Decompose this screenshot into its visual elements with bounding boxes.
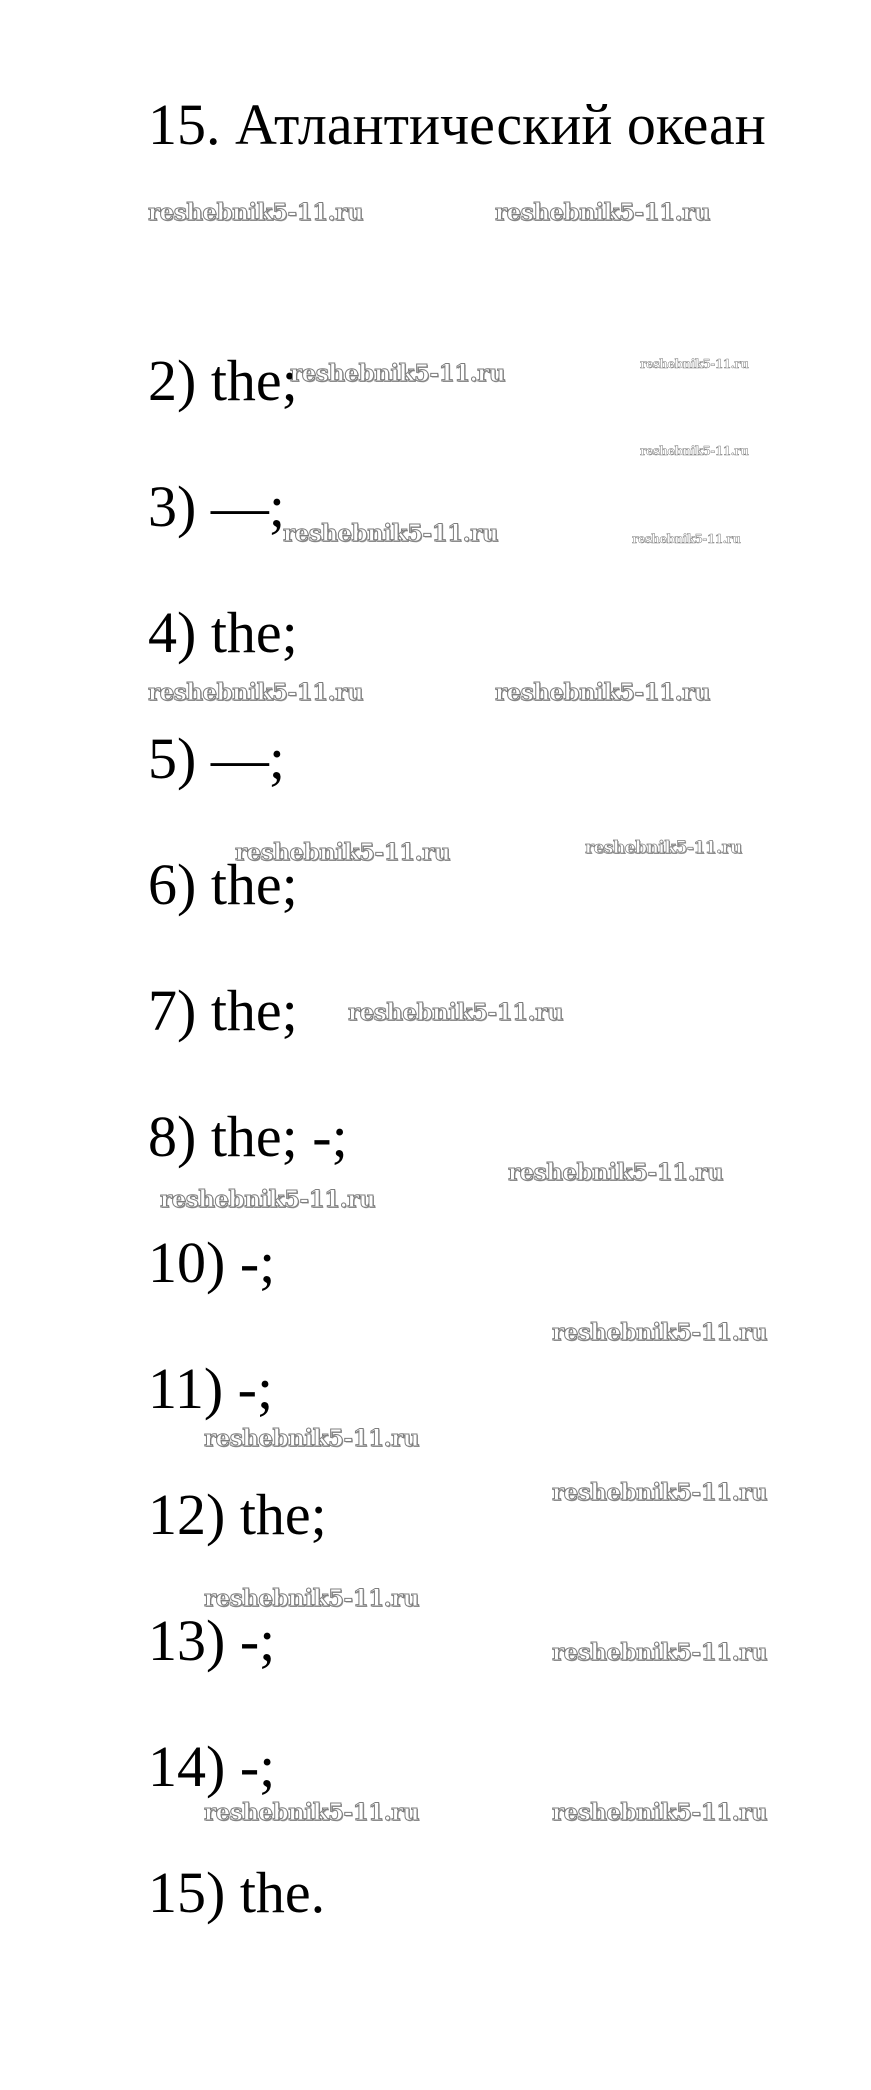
watermark: reshebnik5-11.ru: [632, 532, 741, 546]
answer-12: 12) the;: [148, 1482, 327, 1547]
watermark: reshebnik5-11.ru: [495, 199, 710, 226]
exercise-title: 15. Атлантический океан: [148, 92, 766, 157]
answer-4: 4) the;: [148, 600, 298, 665]
watermark: reshebnik5-11.ru: [640, 357, 749, 371]
watermark: reshebnik5-11.ru: [148, 679, 363, 706]
watermark: reshebnik5-11.ru: [290, 360, 505, 387]
answer-6: 6) the;: [148, 852, 298, 917]
answer-10: 10) -;: [148, 1230, 276, 1295]
answer-2: 2) the;: [148, 348, 298, 413]
watermark: reshebnik5-11.ru: [148, 199, 363, 226]
watermark: reshebnik5-11.ru: [552, 1319, 767, 1346]
watermark: reshebnik5-11.ru: [585, 838, 742, 858]
watermark: reshebnik5-11.ru: [204, 1799, 419, 1826]
answer-15: 15) the.: [148, 1860, 326, 1925]
watermark: reshebnik5-11.ru: [552, 1639, 767, 1666]
watermark: reshebnik5-11.ru: [283, 520, 498, 547]
watermark: reshebnik5-11.ru: [640, 444, 749, 458]
answer-7: 7) the;: [148, 978, 298, 1043]
answer-8: 8) the; -;: [148, 1104, 348, 1169]
watermark: reshebnik5-11.ru: [348, 999, 563, 1026]
watermark: reshebnik5-11.ru: [508, 1159, 723, 1186]
watermark: reshebnik5-11.ru: [204, 1585, 419, 1612]
answer-11: 11) -;: [148, 1356, 274, 1421]
watermark: reshebnik5-11.ru: [552, 1479, 767, 1506]
answer-5: 5) —;: [148, 726, 285, 791]
answer-3: 3) —;: [148, 474, 285, 539]
watermark: reshebnik5-11.ru: [495, 679, 710, 706]
watermark: reshebnik5-11.ru: [552, 1799, 767, 1826]
watermark: reshebnik5-11.ru: [235, 839, 450, 866]
watermark: reshebnik5-11.ru: [160, 1186, 375, 1213]
answer-14: 14) -;: [148, 1734, 276, 1799]
answer-13: 13) -;: [148, 1608, 276, 1673]
watermark: reshebnik5-11.ru: [204, 1425, 419, 1452]
